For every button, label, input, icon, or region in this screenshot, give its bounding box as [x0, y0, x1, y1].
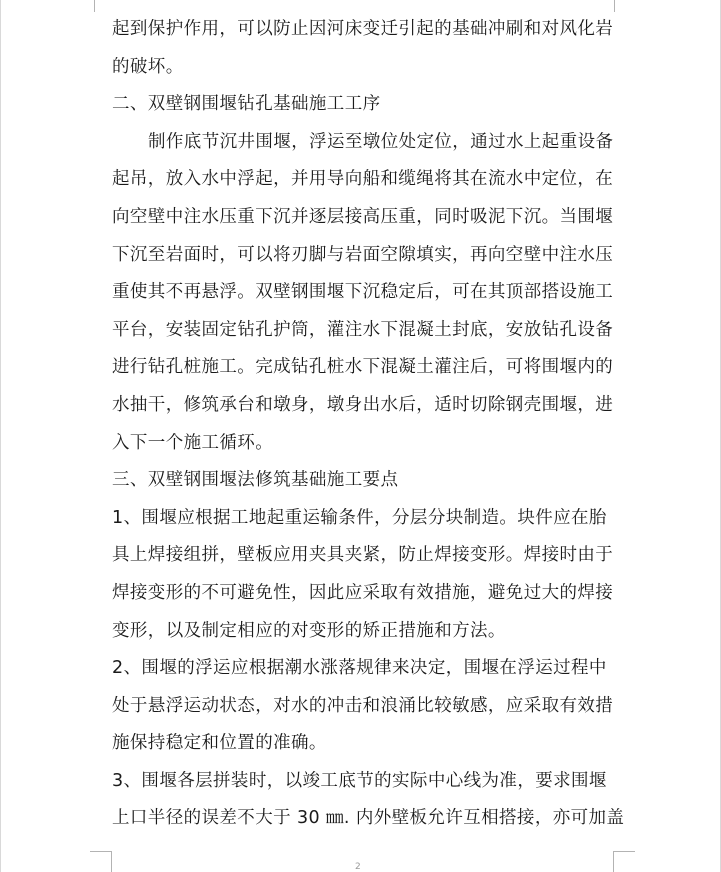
crop-mark-top-left: [94, 0, 95, 12]
section-heading: 二、双壁钢围堰钻孔基础施工工序: [112, 94, 381, 115]
text-line: 1、围堰应根据工地起重运输条件，分层分块制造。块件应在胎: [112, 507, 607, 528]
text-line: 处于悬浮运动状态，对水的冲击和浪涌比较敏感，应采取有效措: [112, 695, 614, 716]
page-left-edge: [0, 0, 1, 872]
text-line: 平台，安装固定钻孔护筒，灌注水下混凝土封底，安放钻孔设备: [112, 319, 614, 340]
text-line: 施保持稳定和位置的准确。: [112, 733, 327, 754]
text-line: 起吊，放入水中浮起，并用导向船和缆绳将其在流水中定位，在: [112, 169, 614, 190]
text-line: 焊接变形的不可避免性，因此应采取有效措施，避免过大的焊接: [112, 582, 614, 603]
text-line: 制作底节沉井围堰，浮运至墩位处定位，通过水上起重设备: [148, 131, 614, 152]
text-line: 下沉至岩面时，可以将刃脚与岩面空隙填实，再向空壁中注水压: [112, 244, 614, 265]
crop-mark-bottom-left-v: [111, 851, 112, 872]
page-number: 2: [355, 862, 361, 872]
text-line: 重使其不再悬浮。双壁钢围堰下沉稳定后，可在其顶部搭设施工: [112, 282, 614, 303]
crop-mark-bottom-right-h: [613, 851, 635, 852]
text-line: 入下一个施工循环。: [112, 432, 274, 453]
section-heading: 三、双壁钢围堰法修筑基础施工要点: [112, 470, 399, 491]
text-line: 上口半径的误差不大于 30 ㎜. 内外壁板允许互相搭接，亦可加盖: [112, 808, 625, 829]
text-line: 具上焊接组拼，壁板应用夹具夹紧，防止焊接变形。焊接时由于: [112, 545, 614, 566]
crop-mark-bottom-right-v: [613, 851, 614, 872]
text-line: 2、围堰的浮运应根据潮水涨落规律来决定，围堰在浮运过程中: [112, 658, 607, 679]
document-body[interactable]: [112, 11, 625, 838]
text-line: 水抽干，修筑承台和墩身，墩身出水后，适时切除钢壳围堰，进: [112, 394, 614, 415]
crop-mark-bottom-left-h: [90, 851, 112, 852]
text-line: 起到保护作用，可以防止因河床变迁引起的基础冲刷和对风化岩: [112, 19, 614, 39]
text-line: 进行钻孔桩施工。完成钻孔桩水下混凝土灌注后，可将围堰内的: [112, 357, 614, 378]
text-line: 的破坏。: [112, 56, 184, 77]
text-line: 向空壁中注水压重下沉并逐层接高压重，同时吸泥下沉。当围堰: [112, 206, 614, 227]
text-line: 变形，以及制定相应的对变形的矫正措施和方法。: [112, 620, 506, 641]
crop-mark-top-right: [614, 0, 615, 12]
text-line: 3、围堰各层拼装时，以竣工底节的实际中心线为准，要求围堰: [112, 770, 607, 791]
